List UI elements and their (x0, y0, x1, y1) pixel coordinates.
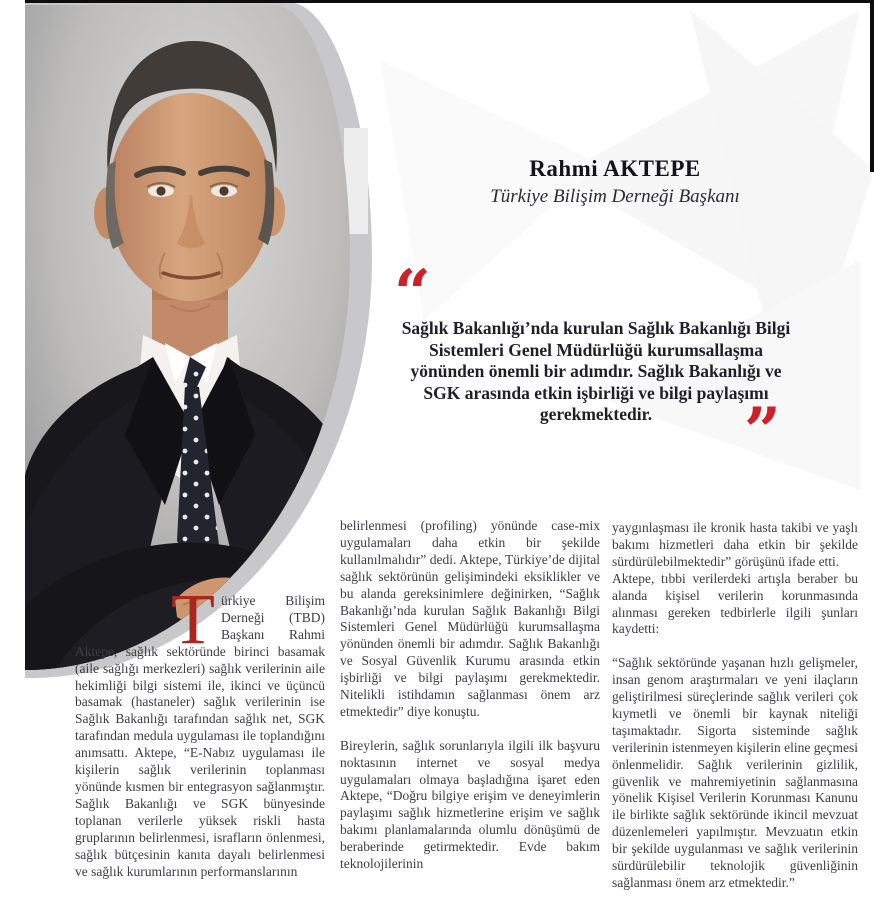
paragraph: belirlenmesi (profiling) yönünde case-mix uygulamaları daha etkin bir şekilde kullanılmalıdır” dedi. Aktepe, Türkiye’de dijital sağlık sektörünün gelişimindeki eksiklikler ve bu alanda gereksinimlere değinirken, “Sağlık Bakanlığı’nda kurulan Sağlık Bakanlığı Bilgi Sistemleri Genel Müdürlüğü kurumsallaşma yönünden önemli bir adımdır. Sağlık Bakanlığı ve Sosyal Güvenlik Kurumu arasında etkin işbirliği ve bilgi paylaşımı gerekmektedir. Nitelikli istihdamın sağlanması önem arz etmektedir” diye konuştu. (340, 518, 600, 719)
paragraph: yaygınlaşması ile kronik hasta takibi ve yaşlı bakımı hizmetleri daha etkin bir şekilde sürdürülebilmektedir” görüşünü ifade etti. (612, 520, 858, 569)
scan-border-top (25, 0, 874, 3)
paragraph-text: ürkiye Bilişim Derneği (TBD) Başkanı Rahmi Aktepe, sağlık sektöründe birinci basamak (aile sağlığı merkezleri) sağlık verilerinin aile hekimliği bilgi sistemi ile, ikinci ve üçüncü basamak (hastaneler) sağlık verilerinin ise Sağlık Bakanlığı tarafından sağlık net, SGK tarafından medula uygulaması ile toplandığını anımsattı. Aktepe, “E-Nabız uygulaması ile kişilerin sağlık verilerinin toplanması yönünde kısmen bir entegrasyon sağlanmıştır. Sağlık Bakanlığı ve SGK bünyesinde toplanan verilerle yüksek riskli hasta gruplarının belirlenmesi, israfların önlenmesi, sağlık bütçesinin kanıta dayalı belirlenmesi ve sağlık kurumlarının performanslarının (75, 593, 325, 879)
scan-border-right (870, 0, 874, 172)
portrait-illustration (25, 5, 350, 670)
paragraph: Aktepe, tıbbi verilerdeki artışla beraber bu alanda kişisel verilerin korunmasında alınması gereken tedbirlerle ilgili şunları kaydetti: (612, 570, 858, 637)
article-column-2 (340, 518, 600, 873)
person-name: Rahmi AKTEPE (529, 156, 701, 181)
paragraph (75, 579, 325, 880)
pull-quote (396, 318, 796, 426)
photo-wrap-spacer (75, 593, 171, 641)
drop-cap: T (171, 579, 215, 659)
open-quote-icon: “ (394, 256, 431, 331)
article-column-1 (75, 579, 325, 880)
portrait-photo (25, 5, 350, 670)
close-quote-icon: ” (744, 394, 781, 469)
byline (415, 156, 815, 208)
person-title: Türkiye Bilişim Derneği Başkanı (490, 186, 740, 207)
paragraph: “Sağlık sektöründe yaşanan hızlı gelişmeler, insan genom araştırmaları ve yeni ilaçların geliştirilmesi süreçlerinde sağlık verileri çok kıymetli ve önemli bir kaynak niteliği taşımaktadır. Sigorta sisteminde sağlık verilerinin istenmeyen kişilerin eline geçmesi önlenmelidir. Sağlık verilerinin gizlilik, güvenlik ve mahremiyetinin sağlanmasına yönelik Kişisel Verilerin Korunması Kanunu ile birlikte sağlık sektöründe ikincil mevzuat düzenlemeleri yapılmıştır. Mevzuatın etkin bir şekilde uygulanması ve sağlık verilerinin sürdürülebilir teknolojik güvenliğinin sağlanması önem arz etmektedir.” (612, 655, 858, 891)
paragraph: Bireylerin, sağlık sorunlarıyla ilgili ilk başvuru noktasının internet ve sosyal medya uygulamaları olmaya başladığına işaret eden Aktepe, “Doğru bilgiye erişim ve deneyimlerin paylaşımı sağlık hizmetlerine erişim ve sağlık bakımı planlamalarında olumlu dönüşümü de beraberinde getirmektedir. Evde bakım teknolojilerinin (340, 737, 600, 872)
article-column-3 (612, 520, 858, 892)
pull-quote-text: Sağlık Bakanlığı’nda kurulan Sağlık Bakanlığı Bilgi Sistemleri Genel Müdürlüğü kurumsallaşma yönünden önemli bir adımdır. Sağlık Bakanlığı ve SGK arasında etkin işbirliği ve bilgi paylaşımı gerekmektedir. (401, 318, 791, 424)
